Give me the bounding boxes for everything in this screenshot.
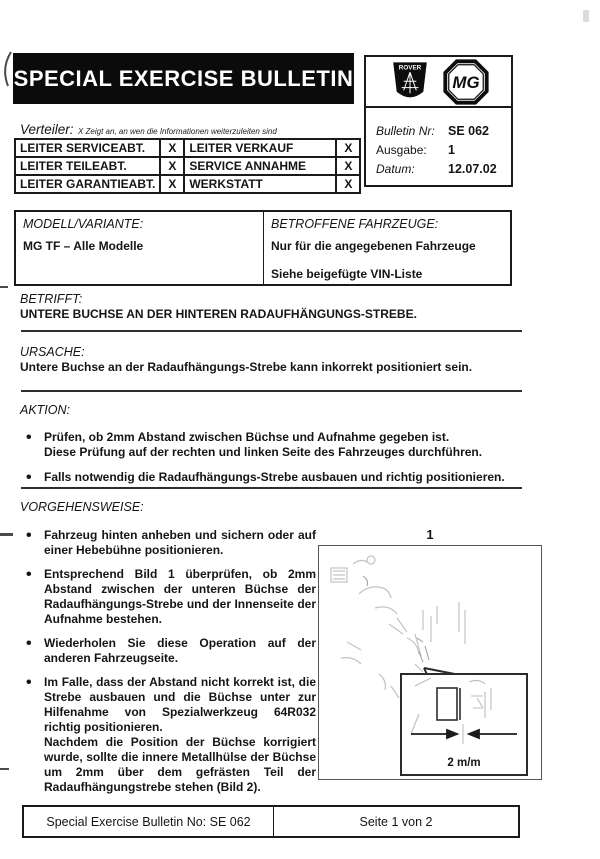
recipient-label: WERKSTATT	[184, 175, 336, 193]
rover-logo-icon	[389, 60, 431, 104]
action-bullet-line: • Prüfen, ob 2mm Abstand zwischen Büchse und Aufnahme gegeben ist.	[44, 430, 450, 444]
distribution-table	[14, 138, 361, 194]
list-item	[20, 528, 316, 558]
recipient-checkmark: X	[336, 139, 360, 157]
action-bullet-list	[20, 430, 528, 485]
model-table	[14, 210, 512, 286]
recipient-label: LEITER VERKAUF	[184, 139, 336, 157]
subject-section	[20, 292, 525, 322]
date-row	[376, 160, 511, 179]
title-banner	[13, 53, 354, 104]
scan-edge-mark	[0, 768, 9, 770]
brand-logos	[366, 57, 511, 108]
bulletin-number-row	[376, 122, 511, 141]
svg-text:ROVER: ROVER	[398, 63, 421, 71]
figure-1	[318, 545, 542, 780]
table-row	[15, 139, 360, 157]
svg-text:MG: MG	[451, 72, 480, 92]
action-header: AKTION:	[20, 403, 71, 417]
recipient-label: LEITER GARANTIEABT.	[15, 175, 160, 193]
recipient-label: LEITER SERVICEABT.	[15, 139, 160, 157]
list-item	[20, 567, 316, 627]
bulletin-meta	[366, 108, 511, 179]
bulletin-number-label: Bulletin Nr:	[376, 124, 435, 138]
scan-edge-mark	[0, 50, 14, 88]
scan-edge-mark	[0, 286, 8, 288]
recipient-label: SERVICE ANNAHME	[184, 157, 336, 175]
footer-table	[22, 805, 520, 838]
date-value: 12.07.02	[448, 162, 497, 176]
procedure-bullet-text: • Fahrzeug hinten anheben und sichern oder auf einer Hebebühne positionieren.	[44, 528, 316, 557]
dimension-label: 2 m/m	[447, 757, 481, 769]
section-divider	[21, 487, 522, 489]
affected-vehicles-line: Siehe beigefügte VIN-Liste	[271, 267, 423, 281]
section-divider	[21, 390, 522, 392]
suspension-strut-illustration	[319, 546, 540, 778]
scan-edge-mark	[0, 533, 13, 536]
date-label: Datum:	[376, 162, 415, 176]
model-variant-header: MODELL/VARIANTE:	[23, 217, 144, 231]
affected-vehicles-cell	[264, 212, 510, 284]
recipient-checkmark: X	[160, 175, 184, 193]
recipient-checkmark: X	[336, 175, 360, 193]
table-row	[15, 157, 360, 175]
issue-row	[376, 141, 511, 160]
distribution-heading	[20, 121, 277, 139]
recipient-label: LEITER TEILEABT.	[15, 157, 160, 175]
section-divider	[21, 330, 522, 332]
recipient-checkmark: X	[336, 157, 360, 175]
table-row	[15, 175, 360, 193]
bulletin-number-value: SE 062	[448, 124, 490, 138]
list-item	[20, 675, 316, 795]
procedure-bullet-text: Nachdem die Position der Büchse korrigiert wurde, sollte die innere Metallhülse der Büchse um 2mm über dem gefrästen Teil der Radaufhängungstrebe stehen (Bild 2).	[44, 735, 316, 794]
model-variant-value: MG TF – Alle Modelle	[23, 239, 144, 253]
action-bullet-line: • Falls notwendig die Radaufhängungs-Strebe ausbauen und richtig positionieren.	[44, 470, 505, 484]
procedure-bullet-text: • Im Falle, dass der Abstand nicht korrekt ist, die Strebe ausbauen und die Büchse unter zur Hilfenahme von Spezialwerkzeug 64R032 richtig positionieren.	[44, 675, 316, 734]
list-item	[20, 636, 316, 666]
list-item	[20, 430, 528, 460]
cause-text: Untere Buchse an der Radaufhängungs-Strebe kann inkorrekt positioniert sein.	[20, 360, 473, 374]
model-variant-cell	[16, 212, 264, 284]
page-title: SPECIAL EXERCISE BULLETIN	[13, 65, 354, 91]
footer-page-number: Seite 1 von 2	[359, 814, 433, 829]
procedure-header: VORGEHENSWEISE:	[20, 500, 144, 514]
recipient-checkmark: X	[160, 157, 184, 175]
mg-logo-icon	[443, 59, 489, 105]
figure-number: 1	[426, 527, 434, 542]
list-item	[20, 470, 528, 485]
cause-section	[20, 345, 525, 375]
footer-bulletin-number: Special Exercise Bulletin No: SE 062	[24, 807, 274, 836]
subject-header: BETRIFFT:	[20, 292, 83, 306]
distribution-label: Verteiler:	[20, 122, 74, 137]
procedure-bullet-list	[20, 528, 316, 805]
action-bullet-line: Diese Prüfung auf der rechten und linken Seite des Fahrzeuges durchführen.	[44, 445, 483, 459]
action-section	[20, 403, 528, 495]
issue-label: Ausgabe:	[376, 143, 427, 157]
scan-smudge	[583, 10, 589, 22]
affected-vehicles-header: BETROFFENE FAHRZEUGE:	[271, 217, 439, 231]
recipient-checkmark: X	[160, 139, 184, 157]
subject-text: UNTERE BUCHSE AN DER HINTEREN RADAUFHÄNGUNGS-STREBE.	[20, 307, 417, 321]
distribution-note: X Zeigt an, an wen die Informationen weiterzuleiten sind	[77, 127, 277, 136]
issue-value: 1	[448, 143, 455, 157]
affected-vehicles-line: Nur für die angegebenen Fahrzeuge	[271, 239, 476, 253]
procedure-bullet-text: • Wiederholen Sie diese Operation auf der anderen Fahrzeugseite.	[44, 636, 316, 665]
procedure-bullet-text: • Entsprechend Bild 1 überprüfen, ob 2mm Abstand zwischen der unteren Büchse der Radaufhängungs-Strebe und der Innenseite der Aufnahme bestehen.	[44, 567, 316, 626]
bulletin-info-box	[364, 55, 513, 187]
cause-header: URSACHE:	[20, 345, 85, 359]
